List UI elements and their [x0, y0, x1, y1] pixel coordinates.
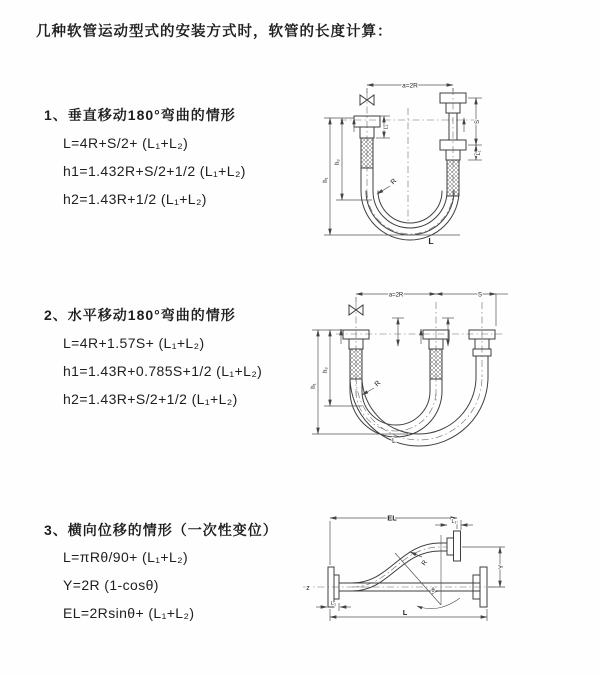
page-title: 几种软管运动型式的安装方式时，软管的长度计算： — [36, 24, 393, 40]
section1-heading: 1、垂直移动180°弯曲的情形 — [44, 107, 236, 123]
dim-label-l1-top: L₁ — [451, 519, 457, 525]
section3-formula-EL: EL=2Rsinθ+ (L₁+L₂) — [63, 605, 195, 621]
dim-label-a2r: a=2R — [402, 82, 418, 90]
angle-construction — [395, 535, 460, 609]
dim-label-l1-bottom: L₁ — [331, 601, 336, 607]
section3-heading: 3、横向位移的情形（一次性变位） — [44, 522, 278, 538]
dim-label-a2r: a=2R — [388, 292, 404, 299]
dim-label-l: L — [392, 438, 396, 445]
dim-label-l1-right: L₁ — [476, 150, 482, 156]
section2-formula-h2: h2=1.43R+S/2+1/2 (L₁+L₂) — [63, 391, 238, 407]
dim-label-h2: h₂ — [323, 367, 329, 373]
section1-formula-h1: h1=1.432R+S/2+1/2 (L₁+L₂) — [63, 163, 246, 179]
section3-formula-Y: Y=2R (1-cosθ) — [63, 577, 159, 593]
section2-formula-h1: h1=1.43R+0.785S+1/2 (L₁+L₂) — [63, 363, 263, 379]
hose-s-curve — [352, 543, 447, 591]
dim-label-r: R — [373, 379, 383, 389]
section2-heading: 2、水平移动180°弯曲的情形 — [44, 307, 236, 323]
section3-formula-L: L=πRθ/90+ (L₁+L₂) — [63, 549, 189, 565]
dim-label-s: S — [477, 292, 483, 299]
upper-right-flange — [447, 531, 461, 561]
dim-label-h1: h₁ — [311, 383, 317, 389]
dim-label-r: R — [389, 177, 399, 187]
centerline-mark: z — [306, 585, 310, 592]
section2-formula-L: L=4R+1.57S+ (L₁+L₂) — [63, 335, 205, 351]
hose-u-bends — [350, 356, 488, 446]
dim-label-theta: θ — [431, 588, 435, 594]
diagram-horizontal-180-bend — [308, 282, 568, 462]
dim-label-s: S — [475, 119, 481, 125]
hose-u-bend — [361, 168, 459, 240]
section1-formula-h2: h2=1.43R+1/2 (L₁+L₂) — [63, 191, 207, 207]
dim-label-el: EL — [387, 513, 397, 523]
dim-label-l1-left: L₁ — [383, 124, 390, 130]
dim-label-l: L — [428, 236, 434, 246]
diagram-vertical-180-bend — [310, 70, 560, 260]
diagram-lateral-displacement — [300, 505, 590, 645]
dim-label-h1: h₁ — [323, 177, 329, 183]
dim-label-l: L — [402, 608, 408, 617]
section1-formula-L: L=4R+S/2+ (L₁+L₂) — [63, 135, 189, 151]
dimension-lines — [316, 518, 505, 621]
dim-label-h2: h₂ — [335, 159, 341, 165]
dim-label-y: Y — [498, 564, 505, 570]
dim-label-r: R — [420, 559, 429, 568]
